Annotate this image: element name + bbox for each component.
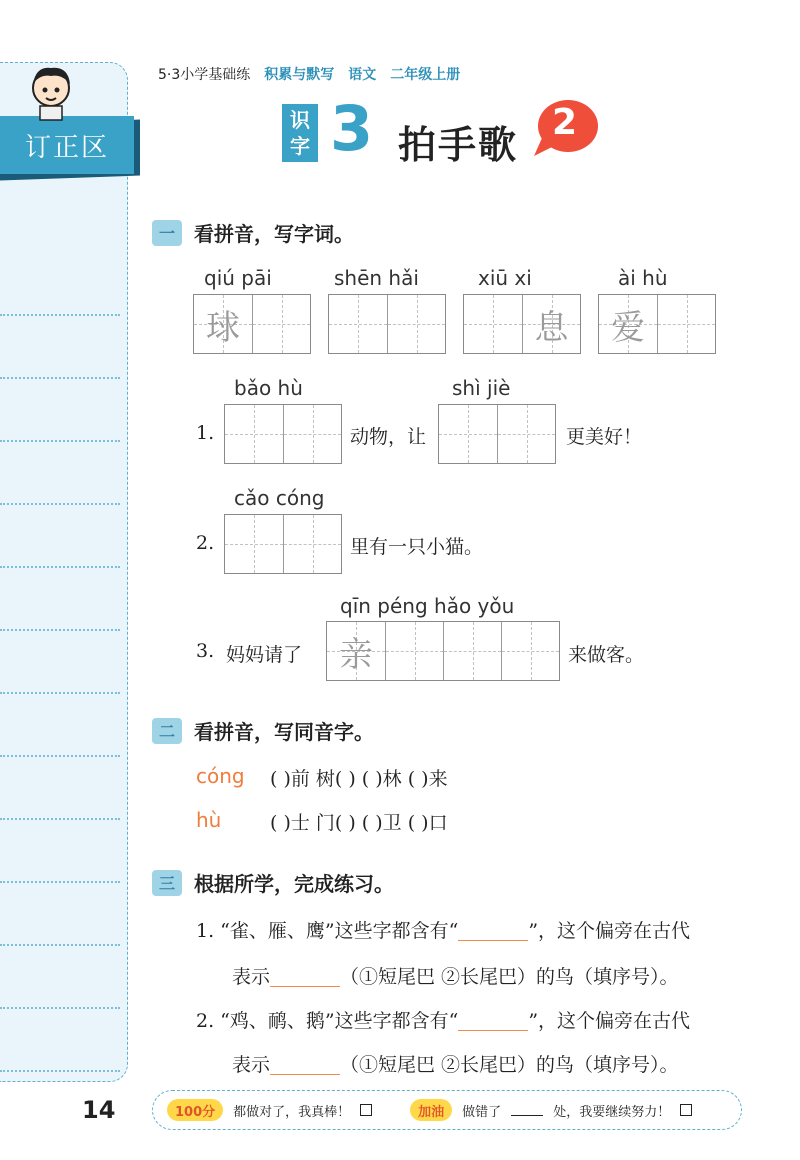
self-check-text-1: 都做对了，我真棒！ [233,1104,351,1120]
section-3-number: 三 [152,870,182,896]
correction-zone [0,62,128,1082]
lesson-number: 3 [330,92,374,165]
answer-blank[interactable] [270,1057,340,1075]
s3-q2-text-b: ”，这个偏旁在古代 [528,1010,691,1032]
checkbox-all-correct[interactable] [360,1104,372,1116]
char-cell[interactable]: 球 [206,307,240,348]
series-header [158,64,460,84]
q2-pinyin: cǎo cóng [234,486,325,510]
pinyin-word-2: shēn hǎi [334,266,419,290]
q3-pinyin: qīn péng hǎo yǒu [340,594,515,618]
q1-middle-text: 动物，让 [350,426,427,448]
s3-q2-line-1 [196,1006,690,1033]
section-2-heading [152,716,374,745]
mascot-boy-icon [20,60,82,122]
book-name: 积累与默写 [264,67,335,83]
section-3-title: 根据所学，完成练习。 [194,872,394,896]
q1-label: 1. [196,422,215,444]
s3-q1-line-1 [196,916,690,943]
char-cell[interactable] [253,295,310,353]
section-2-number: 二 [152,718,182,744]
char-grid-word-4[interactable] [598,294,716,354]
char-grid-word-3[interactable] [463,294,581,354]
char-grid-word-2[interactable] [328,294,446,354]
s3-q1-text-c: 表示 [232,966,271,988]
q1-pinyin-1: bǎo hù [234,376,303,400]
homophone-pinyin-2: hù [196,808,222,832]
char-cell[interactable]: 爱 [611,307,645,348]
section-3-heading [152,868,394,897]
literacy-badge-top: 识 [290,108,310,132]
subject-name: 语文 [348,67,377,83]
s3-q1-line-2 [232,962,679,989]
q1-pinyin-2: shì jiè [452,376,511,400]
keep-going-badge: 加油 [410,1099,452,1121]
char-cell[interactable] [464,295,522,353]
section-1-heading [152,218,354,247]
self-check-bar [152,1090,742,1130]
char-cell[interactable]: 亲 [339,634,373,675]
pinyin-word-4: ài hù [618,266,668,290]
char-cell[interactable] [658,295,715,353]
char-cell[interactable] [502,622,559,680]
char-grid-word-1[interactable] [193,294,311,354]
homophone-row-1[interactable]: ( )前 树( ) ( )林 ( )来 [270,768,448,790]
checkbox-keep-trying[interactable] [680,1104,692,1116]
self-check-text-2b: 处，我要继续努力！ [553,1104,671,1120]
series-name: 5·3小学基础练 [158,67,251,83]
q1-grid-1[interactable] [224,404,342,464]
correction-lines [0,253,120,1072]
mistake-count-blank[interactable] [511,1104,543,1116]
section-1-title: 看拼音，写字词。 [194,222,354,246]
section-1-number: 一 [152,220,182,246]
s3-q2-text-a: 2. “鸡、鸸、鹅”这些字都含有“ [196,1010,459,1032]
correction-tag: 订正区 [0,116,134,174]
q2-end-text: 里有一只小猫。 [350,536,484,558]
q1-end-text: 更美好！ [566,426,643,448]
q3-start-text: 妈妈请了 [226,644,303,666]
char-cell[interactable] [329,295,387,353]
grade-name: 二年级上册 [390,67,461,83]
perfect-score-badge: 100分 [167,1099,223,1121]
s3-q2-text-c: 表示 [232,1054,271,1076]
answer-blank[interactable] [458,923,528,941]
literacy-badge-bottom: 字 [290,134,310,158]
exercise-number: 2 [552,102,578,143]
pinyin-word-3: xiū xi [478,266,532,290]
q1-grid-2[interactable] [438,404,556,464]
homophone-row-2[interactable]: ( )士 门( ) ( )卫 ( )口 [270,812,448,834]
char-cell[interactable] [444,622,501,680]
s3-q2-line-2 [232,1050,679,1077]
q2-grid[interactable] [224,514,342,574]
char-cell[interactable] [388,295,445,353]
s3-q1-text-a: 1. “雀、雁、鹰”这些字都含有“ [196,920,459,942]
self-check-text-2a: 做错了 [462,1104,502,1120]
q3-end-text: 来做客。 [568,644,645,666]
literacy-badge [282,104,318,162]
pinyin-word-1: qiú pāi [204,266,272,290]
q2-label: 2. [196,532,215,554]
char-cell[interactable]: 息 [534,307,569,348]
q3-label: 3. [196,640,215,662]
section-2-title: 看拼音，写同音字。 [194,720,374,744]
q3-grid[interactable] [326,621,560,681]
s3-q1-text-d: （①短尾巴 ②长尾巴）的鸟（填序号）。 [340,966,679,988]
s3-q1-text-b: ”，这个偏旁在古代 [528,920,691,942]
char-cell[interactable] [386,622,443,680]
answer-blank[interactable] [270,969,340,987]
lesson-title: 拍手歌 [398,123,519,167]
lesson-title-block [282,92,642,168]
page-number: 14 [82,1096,116,1124]
homophone-pinyin-1: cóng [196,764,245,788]
s3-q2-text-d: （①短尾巴 ②长尾巴）的鸟（填序号）。 [340,1054,679,1076]
answer-blank[interactable] [458,1013,528,1031]
